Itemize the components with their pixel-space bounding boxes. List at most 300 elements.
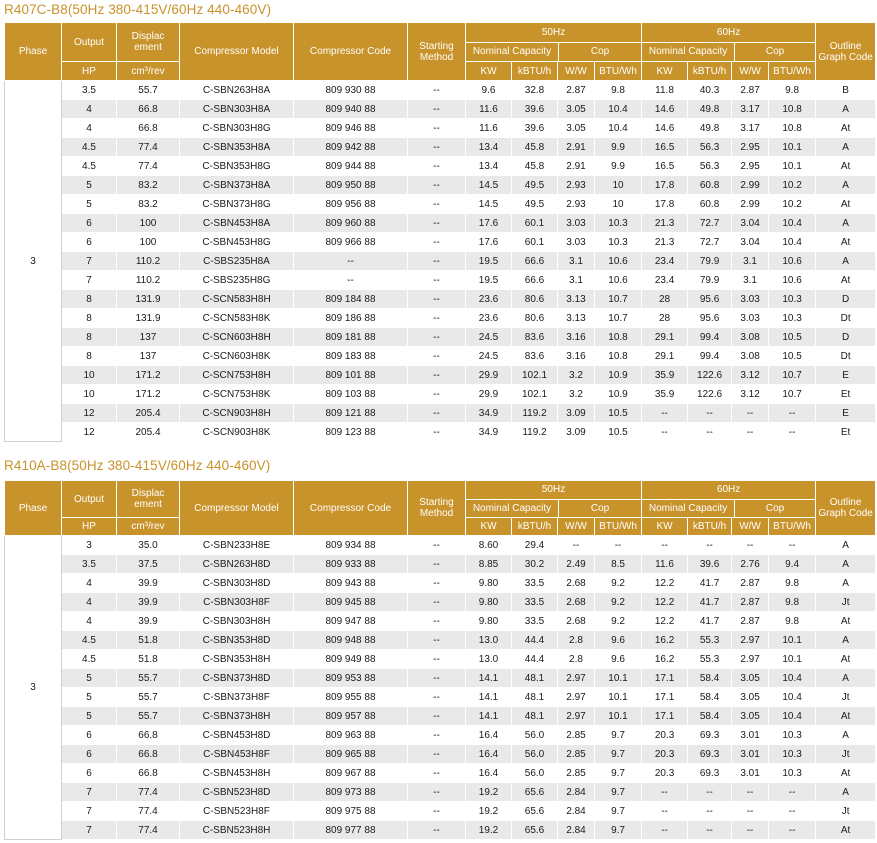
cell-hp: 5 [62,688,117,707]
cell-kbtu-60hz: -- [688,783,732,802]
cell-btuwh-50hz: 10 [595,195,642,214]
cell-kbtu-60hz: 55.3 [688,650,732,669]
cell-ww-50hz: 2.91 [558,138,595,157]
cell-model: C-SBN303H8A [180,100,294,119]
cell-kbtu-60hz: 69.3 [688,764,732,783]
table-row [5,290,876,309]
cell-displacement: 137 [117,328,180,347]
cell-outline-code: Jt [816,688,876,707]
cell-btuwh-50hz: 9.8 [595,81,642,100]
cell-kw-50hz: 9.80 [466,593,512,612]
cell-kw-50hz: 14.1 [466,669,512,688]
cell-starting-method: -- [408,157,466,176]
cell-model: C-SBN353H8A [180,138,294,157]
table-row [5,214,876,233]
cell-btuwh-50hz: 10.8 [595,347,642,366]
cell-btuwh-50hz: 9.7 [595,726,642,745]
cell-code: 809 967 88 [294,764,408,783]
cell-starting-method: -- [408,555,466,574]
table-row [5,593,876,612]
cell-starting-method: -- [408,783,466,802]
table-row [5,726,876,745]
table-row [5,650,876,669]
cell-ww-60hz: 2.76 [732,555,769,574]
cell-kw-50hz: 29.9 [466,366,512,385]
cell-kbtu-50hz: 39.6 [512,119,558,138]
cell-kw-60hz: 11.6 [642,555,688,574]
cell-starting-method: -- [408,593,466,612]
cell-btuwh-50hz: 9.6 [595,631,642,650]
cell-ww-60hz: 2.97 [732,650,769,669]
header-unit-btuwh-60hz: BTU/Wh [769,518,816,536]
spec-table-r410a [4,480,876,840]
cell-starting-method: -- [408,233,466,252]
cell-displacement: 39.9 [117,612,180,631]
cell-code: -- [294,252,408,271]
cell-btuwh-50hz: 9.2 [595,574,642,593]
cell-btuwh-60hz: 10.5 [769,347,816,366]
header-nominal-capacity: Nominal Capacity [642,500,735,518]
cell-outline-code: At [816,764,876,783]
cell-starting-method: -- [408,252,466,271]
cell-ww-50hz: 3.16 [558,328,595,347]
cell-hp: 12 [62,404,117,423]
cell-kw-60hz: -- [642,423,688,442]
cell-ww-50hz: 2.84 [558,802,595,821]
cell-kbtu-50hz: 33.5 [512,612,558,631]
cell-hp: 6 [62,745,117,764]
cell-code: 809 949 88 [294,650,408,669]
cell-ww-50hz: 2.84 [558,821,595,840]
cell-model: C-SBN303H8F [180,593,294,612]
header-hp: HP [62,62,117,81]
table-row [5,119,876,138]
cell-kw-60hz: 21.3 [642,233,688,252]
cell-kbtu-50hz: 83.6 [512,347,558,366]
cell-btuwh-50hz: 10.8 [595,328,642,347]
cell-kbtu-60hz: 58.4 [688,688,732,707]
cell-starting-method: -- [408,631,466,650]
cell-kbtu-50hz: 45.8 [512,138,558,157]
header-nominal-capacity: Nominal Capacity [466,43,559,62]
cell-btuwh-60hz: 10.4 [769,669,816,688]
cell-kw-50hz: 24.5 [466,328,512,347]
cell-starting-method: -- [408,271,466,290]
table-row [5,100,876,119]
cell-displacement: 137 [117,347,180,366]
cell-kw-50hz: 34.9 [466,423,512,442]
cell-hp: 5 [62,195,117,214]
cell-ww-60hz: 2.87 [732,81,769,100]
header-50hz-group [466,23,642,62]
cell-ww-60hz: 3.01 [732,745,769,764]
cell-ww-60hz: 3.08 [732,328,769,347]
cell-btuwh-50hz: 10.4 [595,119,642,138]
header-frequency: 60Hz [642,23,815,43]
cell-ww-60hz: 3.03 [732,309,769,328]
cell-outline-code: Jt [816,593,876,612]
cell-kbtu-60hz: 69.3 [688,745,732,764]
cell-ww-50hz: 2.93 [558,176,595,195]
cell-kw-60hz: 23.4 [642,252,688,271]
cell-btuwh-60hz: 10.1 [769,157,816,176]
cell-ww-50hz: 3.13 [558,309,595,328]
cell-kw-50hz: 11.6 [466,100,512,119]
cell-kw-60hz: 12.2 [642,574,688,593]
header-cm3-rev: cm³/rev [117,518,180,536]
section-title-r407c: R407C-B8(50Hz 380-415V/60Hz 440-460V) [4,2,272,17]
cell-kbtu-50hz: 65.6 [512,821,558,840]
cell-outline-code: E [816,404,876,423]
cell-kbtu-60hz: -- [688,802,732,821]
cell-kw-50hz: 16.4 [466,764,512,783]
cell-btuwh-50hz: 8.5 [595,555,642,574]
cell-ww-60hz: 3.04 [732,214,769,233]
cell-kbtu-50hz: 49.5 [512,195,558,214]
cell-hp: 4.5 [62,631,117,650]
cell-code: 809 965 88 [294,745,408,764]
cell-outline-code: A [816,631,876,650]
cell-model: C-SBN233H8E [180,536,294,555]
cell-outline-code: A [816,555,876,574]
cell-ww-50hz: 3.1 [558,252,595,271]
cell-btuwh-60hz: -- [769,536,816,555]
cell-kw-60hz: 29.1 [642,347,688,366]
cell-btuwh-60hz: 10.1 [769,650,816,669]
cell-btuwh-50hz: 9.7 [595,802,642,821]
cell-kw-60hz: 11.8 [642,81,688,100]
cell-kw-50hz: 14.1 [466,707,512,726]
cell-kw-50hz: 8.85 [466,555,512,574]
cell-model: C-SCN753H8K [180,385,294,404]
header-unit-kw-50hz: KW [466,62,512,81]
cell-btuwh-50hz: 9.2 [595,612,642,631]
cell-displacement: 77.4 [117,802,180,821]
header-cop: Cop [590,46,610,58]
cell-ww-50hz: 2.97 [558,669,595,688]
cell-kbtu-60hz: 40.3 [688,81,732,100]
cell-outline-code: E [816,366,876,385]
cell-ww-50hz: 3.05 [558,119,595,138]
cell-kw-50hz: 19.2 [466,783,512,802]
cell-displacement: 77.4 [117,138,180,157]
cell-ww-60hz: -- [732,536,769,555]
cell-ww-60hz: 3.03 [732,290,769,309]
cell-kw-60hz: -- [642,536,688,555]
table-row [5,138,876,157]
cell-btuwh-60hz: -- [769,404,816,423]
cell-outline-code: D [816,328,876,347]
cell-hp: 5 [62,176,117,195]
table-row [5,233,876,252]
cell-kw-60hz: 28 [642,290,688,309]
cell-outline-code: B [816,81,876,100]
cell-hp: 7 [62,252,117,271]
section-title-r410a: R410A-B8(50Hz 380-415V/60Hz 440-460V) [4,458,271,473]
cell-kbtu-60hz: 99.4 [688,328,732,347]
cell-code: -- [294,271,408,290]
cell-hp: 12 [62,423,117,442]
cell-outline-code: A [816,536,876,555]
table-row [5,252,876,271]
cell-kbtu-50hz: 83.6 [512,328,558,347]
cell-code: 809 946 88 [294,119,408,138]
cell-starting-method: -- [408,821,466,840]
cell-kbtu-60hz: 41.7 [688,593,732,612]
cell-hp: 6 [62,214,117,233]
cell-displacement: 37.5 [117,555,180,574]
cell-btuwh-60hz: 10.3 [769,309,816,328]
cell-btuwh-60hz: 10.1 [769,138,816,157]
header-displacement: Displac ement [117,481,180,518]
cell-ww-50hz: 2.97 [558,688,595,707]
table-row [5,612,876,631]
header-compressor-model: Compressor Model [180,23,294,81]
cell-kw-50hz: 9.80 [466,574,512,593]
header-row-top [5,23,876,62]
cell-hp: 8 [62,309,117,328]
cell-kbtu-60hz: 79.9 [688,252,732,271]
table-row [5,271,876,290]
cell-ww-50hz: 3.16 [558,347,595,366]
cell-kbtu-50hz: 30.2 [512,555,558,574]
cell-starting-method: -- [408,612,466,631]
cell-displacement: 35.0 [117,536,180,555]
cell-kw-50hz: 19.5 [466,252,512,271]
cell-code: 809 955 88 [294,688,408,707]
cell-ww-60hz: 2.95 [732,138,769,157]
header-unit-kw-60hz: KW [642,62,688,81]
cell-kbtu-60hz: 55.3 [688,631,732,650]
cell-code: 809 101 88 [294,366,408,385]
cell-hp: 4.5 [62,650,117,669]
header-displacement: Displac ement [117,23,180,62]
cell-kw-60hz: 20.3 [642,764,688,783]
cell-ww-60hz: 3.05 [732,669,769,688]
cell-btuwh-50hz: 9.2 [595,593,642,612]
header-unit-ww-60hz: W/W [732,518,769,536]
cell-outline-code: At [816,612,876,631]
cell-displacement: 66.8 [117,745,180,764]
cell-model: C-SBN373H8F [180,688,294,707]
header-compressor-code: Compressor Code [294,23,408,81]
cell-starting-method: -- [408,309,466,328]
table-row [5,707,876,726]
cell-btuwh-50hz: 10.7 [595,290,642,309]
cell-kbtu-60hz: 69.3 [688,726,732,745]
table-row [5,555,876,574]
cell-code: 809 960 88 [294,214,408,233]
table-row [5,688,876,707]
cell-hp: 7 [62,271,117,290]
header-60hz-group [642,481,816,518]
cell-kbtu-60hz: 122.6 [688,366,732,385]
cell-kw-50hz: 23.6 [466,309,512,328]
cell-ww-50hz: 3.13 [558,290,595,309]
cell-kbtu-60hz: 72.7 [688,214,732,233]
cell-ww-50hz: -- [558,536,595,555]
cell-ww-60hz: 3.17 [732,119,769,138]
cell-btuwh-50hz: 9.9 [595,157,642,176]
cell-ww-60hz: -- [732,802,769,821]
cell-displacement: 83.2 [117,195,180,214]
cell-btuwh-50hz: 10.1 [595,669,642,688]
cell-displacement: 77.4 [117,783,180,802]
cell-btuwh-60hz: 9.4 [769,555,816,574]
cell-kw-50hz: 13.4 [466,157,512,176]
cell-ww-50hz: 2.84 [558,783,595,802]
cell-kw-60hz: 16.5 [642,157,688,176]
table-row [5,366,876,385]
cell-kbtu-50hz: 119.2 [512,423,558,442]
cell-btuwh-50hz: 10.1 [595,688,642,707]
cell-model: C-SCN753H8H [180,366,294,385]
phase-cell: 3 [5,536,62,840]
cell-kw-50hz: 14.5 [466,195,512,214]
cell-btuwh-60hz: 10.3 [769,726,816,745]
cell-btuwh-60hz: 10.4 [769,707,816,726]
cell-hp: 4 [62,593,117,612]
cell-hp: 4 [62,574,117,593]
cell-ww-60hz: 3.17 [732,100,769,119]
cell-outline-code: A [816,252,876,271]
cell-kw-50hz: 14.1 [466,688,512,707]
cell-btuwh-60hz: 10.8 [769,100,816,119]
cell-kw-60hz: 28 [642,309,688,328]
cell-kbtu-60hz: 58.4 [688,669,732,688]
cell-hp: 4 [62,100,117,119]
cell-btuwh-60hz: 10.3 [769,745,816,764]
header-starting-method: Starting Method [408,23,466,81]
cell-btuwh-60hz: 10.4 [769,688,816,707]
header-output: Output [62,481,117,518]
cell-kw-60hz: 29.1 [642,328,688,347]
table-row [5,745,876,764]
cell-kw-60hz: 21.3 [642,214,688,233]
header-unit-btuwh-60hz: BTU/Wh [769,62,816,81]
cell-kbtu-60hz: 99.4 [688,347,732,366]
header-unit-ww-60hz: W/W [732,62,769,81]
cell-btuwh-50hz: 10.3 [595,214,642,233]
cell-displacement: 66.8 [117,764,180,783]
cell-kw-50hz: 9.6 [466,81,512,100]
cell-kbtu-50hz: 119.2 [512,404,558,423]
cell-kw-60hz: -- [642,821,688,840]
cell-btuwh-60hz: 9.8 [769,593,816,612]
header-frequency: 60Hz [642,481,815,500]
table-row [5,328,876,347]
cell-hp: 4 [62,612,117,631]
header-nominal-capacity: Nominal Capacity [642,43,735,62]
cell-model: C-SBN303H8G [180,119,294,138]
cell-outline-code: At [816,271,876,290]
cell-kw-60hz: -- [642,802,688,821]
cell-code: 809 181 88 [294,328,408,347]
cell-kw-50hz: 8.60 [466,536,512,555]
cell-code: 809 940 88 [294,100,408,119]
cell-kbtu-50hz: 32.8 [512,81,558,100]
cell-btuwh-50hz: 10.6 [595,252,642,271]
cell-code: 809 945 88 [294,593,408,612]
cell-hp: 10 [62,385,117,404]
cell-kbtu-60hz: 41.7 [688,612,732,631]
cell-ww-60hz: 3.05 [732,688,769,707]
cell-ww-50hz: 2.68 [558,574,595,593]
cell-outline-code: At [816,195,876,214]
cell-code: 809 186 88 [294,309,408,328]
cell-hp: 5 [62,707,117,726]
cell-hp: 6 [62,764,117,783]
cell-code: 809 966 88 [294,233,408,252]
cell-ww-60hz: 3.01 [732,764,769,783]
cell-starting-method: -- [408,688,466,707]
cell-kbtu-50hz: 66.6 [512,252,558,271]
table-row [5,195,876,214]
cell-btuwh-60hz: 10.4 [769,233,816,252]
cell-kw-60hz: 20.3 [642,726,688,745]
cell-ww-60hz: 2.97 [732,631,769,650]
cell-outline-code: A [816,574,876,593]
cell-code: 809 103 88 [294,385,408,404]
cell-displacement: 51.8 [117,631,180,650]
cell-kw-60hz: 17.8 [642,176,688,195]
cell-displacement: 55.7 [117,707,180,726]
cell-btuwh-60hz: 10.7 [769,385,816,404]
header-unit-kbtu-60hz: kBTU/h [688,518,732,536]
cell-btuwh-60hz: 10.6 [769,271,816,290]
cell-kbtu-60hz: 49.8 [688,100,732,119]
cell-kw-50hz: 13.0 [466,650,512,669]
cell-kbtu-50hz: 80.6 [512,290,558,309]
cell-displacement: 100 [117,233,180,252]
cell-displacement: 131.9 [117,309,180,328]
cell-ww-60hz: 3.04 [732,233,769,252]
cell-outline-code: Dt [816,309,876,328]
cell-outline-code: Et [816,385,876,404]
cell-displacement: 55.7 [117,81,180,100]
cell-kw-50hz: 29.9 [466,385,512,404]
cell-model: C-SBN353H8D [180,631,294,650]
cell-kbtu-50hz: 56.0 [512,745,558,764]
cell-ww-50hz: 2.49 [558,555,595,574]
header-phase: Phase [5,481,62,536]
cell-kbtu-50hz: 49.5 [512,176,558,195]
cell-btuwh-60hz: 10.3 [769,290,816,309]
cell-displacement: 39.9 [117,574,180,593]
cell-ww-60hz: 2.99 [732,176,769,195]
table-row [5,385,876,404]
cell-displacement: 39.9 [117,593,180,612]
cell-kbtu-50hz: 56.0 [512,726,558,745]
cell-outline-code: A [816,100,876,119]
cell-ww-50hz: 2.87 [558,81,595,100]
cell-ww-60hz: 3.1 [732,271,769,290]
cell-starting-method: -- [408,536,466,555]
cell-btuwh-60hz: 10.3 [769,764,816,783]
cell-model: C-SBN263H8A [180,81,294,100]
cell-kbtu-60hz: -- [688,423,732,442]
header-phase: Phase [5,23,62,81]
cell-displacement: 55.7 [117,669,180,688]
cell-starting-method: -- [408,176,466,195]
cell-kbtu-50hz: 29.4 [512,536,558,555]
cell-hp: 3.5 [62,555,117,574]
cell-ww-60hz: -- [732,423,769,442]
cell-model: C-SCN583H8H [180,290,294,309]
cell-displacement: 205.4 [117,423,180,442]
cell-model: C-SBN453H8F [180,745,294,764]
header-compressor-model: Compressor Model [180,481,294,536]
